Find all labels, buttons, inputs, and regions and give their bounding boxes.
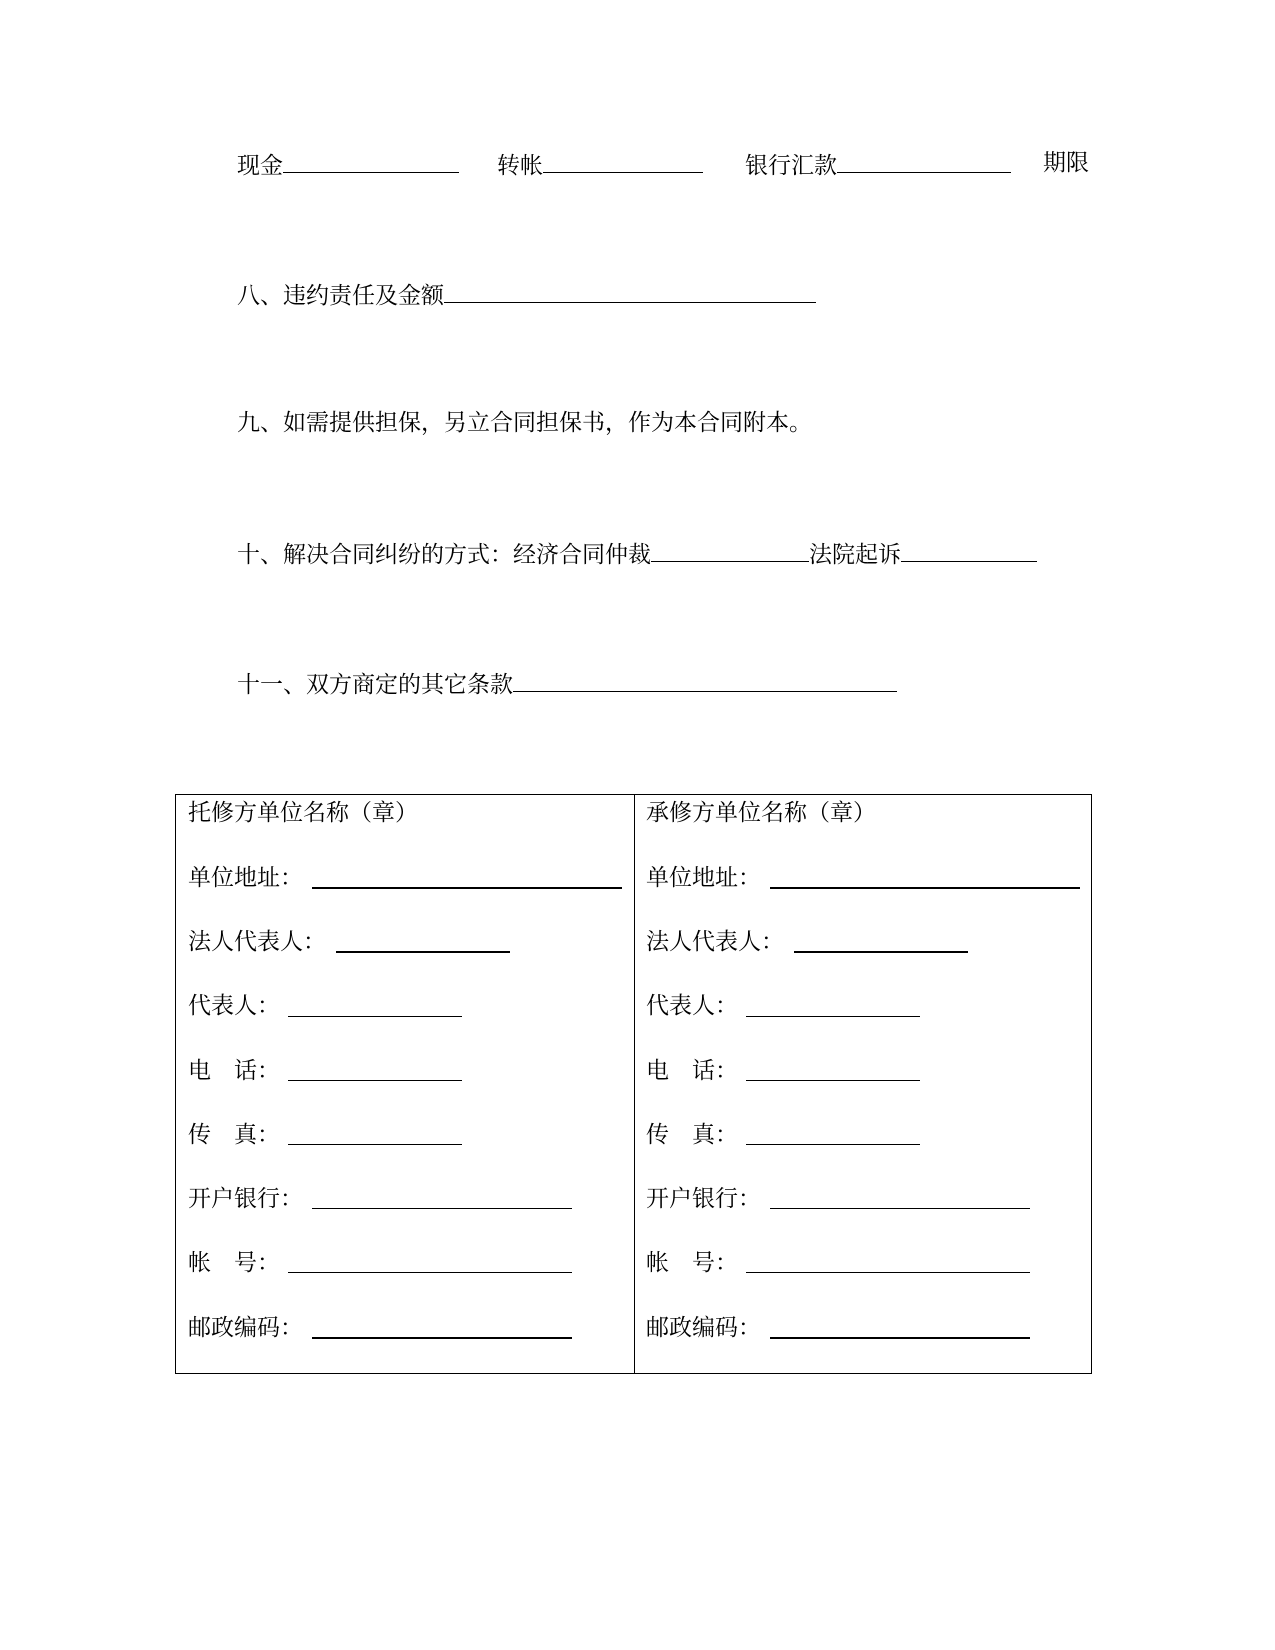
left-postcode-field[interactable] — [312, 1337, 572, 1339]
right-legal-rep-label: 法人代表人： — [646, 929, 784, 955]
left-rep-label: 代表人： — [188, 993, 280, 1019]
bank-remit-field[interactable] — [837, 148, 1011, 173]
payment-methods-row — [237, 148, 459, 181]
left-fax-label: 传 真： — [188, 1122, 280, 1148]
left-rep-field[interactable] — [288, 1016, 462, 1017]
right-phone-label: 电 话： — [646, 1058, 738, 1084]
right-address-label: 单位地址： — [646, 865, 761, 891]
left-account-field[interactable] — [288, 1272, 572, 1273]
clause-8-field[interactable] — [444, 278, 816, 303]
clause-11-field[interactable] — [513, 667, 897, 692]
table-divider — [634, 795, 635, 1373]
right-bank-field[interactable] — [770, 1208, 1030, 1209]
left-phone-label: 电 话： — [188, 1058, 280, 1084]
signature-table — [175, 794, 1092, 1374]
arbitration-field[interactable] — [651, 537, 809, 562]
left-legal-rep-field[interactable] — [336, 951, 510, 953]
left-address-label: 单位地址： — [188, 865, 303, 891]
court-field[interactable] — [901, 537, 1037, 562]
clause-9: 九、如需提供担保，另立合同担保书，作为本合同附本。 — [237, 410, 812, 436]
bank-remit-label: 银行汇款 — [745, 153, 837, 179]
left-account-label: 帐 号： — [188, 1250, 280, 1276]
clause-11-label: 十一、双方商定的其它条款 — [237, 672, 513, 698]
transfer-field[interactable] — [543, 148, 703, 173]
right-fax-field[interactable] — [746, 1144, 920, 1145]
left-address-field[interactable] — [312, 887, 622, 889]
left-legal-rep-label: 法人代表人： — [188, 929, 326, 955]
right-bank-label: 开户银行： — [646, 1186, 761, 1212]
right-account-field[interactable] — [746, 1272, 1030, 1273]
court-label: 法院起诉 — [809, 542, 901, 568]
right-fax-label: 传 真： — [646, 1122, 738, 1148]
left-phone-field[interactable] — [288, 1080, 462, 1081]
deadline-label: 期限 — [1043, 150, 1089, 176]
right-legal-rep-field[interactable] — [794, 951, 968, 953]
right-phone-field[interactable] — [746, 1080, 920, 1081]
right-rep-label: 代表人： — [646, 993, 738, 1019]
right-party-title: 承修方单位名称（章） — [646, 800, 876, 826]
right-postcode-label: 邮政编码： — [646, 1315, 761, 1341]
clause-8-label: 八、违约责任及金额 — [237, 283, 444, 309]
left-party-title: 托修方单位名称（章） — [188, 800, 418, 826]
left-bank-label: 开户银行： — [188, 1186, 303, 1212]
clause-10-label: 十、解决合同纠纷的方式：经济合同仲裁 — [237, 542, 651, 568]
clause-11 — [237, 667, 897, 700]
left-bank-field[interactable] — [312, 1208, 572, 1209]
clause-10 — [237, 537, 1037, 570]
right-rep-field[interactable] — [746, 1016, 920, 1017]
right-postcode-field[interactable] — [770, 1337, 1030, 1339]
bank-remit-row — [745, 148, 1011, 181]
cash-field[interactable] — [283, 148, 459, 173]
cash-label: 现金 — [237, 153, 283, 179]
transfer-row — [497, 148, 703, 181]
left-postcode-label: 邮政编码： — [188, 1315, 303, 1341]
clause-8 — [237, 278, 816, 311]
transfer-label: 转帐 — [497, 153, 543, 179]
left-fax-field[interactable] — [288, 1144, 462, 1145]
right-account-label: 帐 号： — [646, 1250, 738, 1276]
right-address-field[interactable] — [770, 887, 1080, 889]
